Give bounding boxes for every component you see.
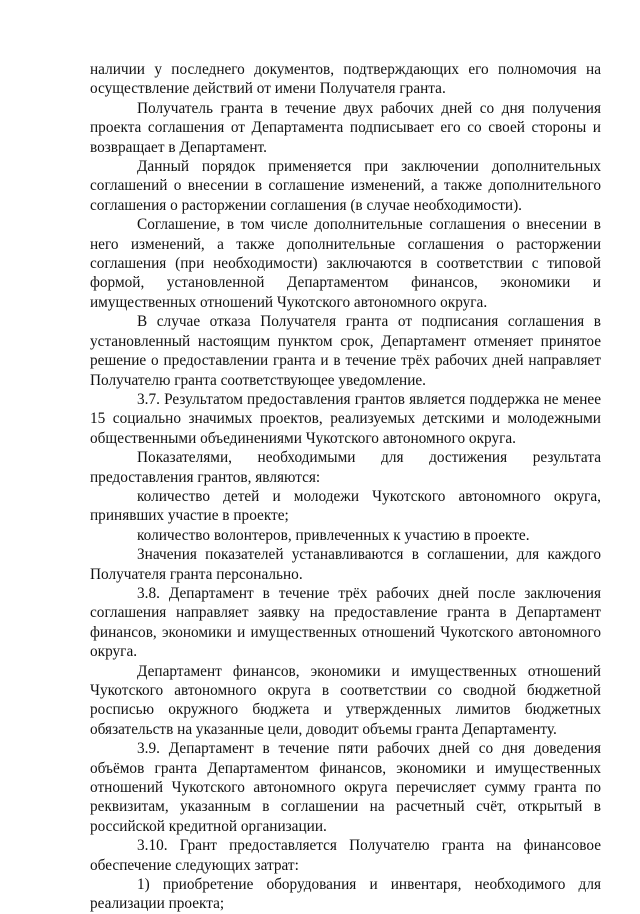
- paragraph-indicator-volunteers: количество волонтеров, привлеченных к участию в проекте.: [137, 526, 530, 544]
- paragraph-section-3-10: 3.10. Грант предоставляется Получателю гранта на финансовое обеспечение следующих затрат:: [90, 837, 601, 874]
- paragraph-indicators-intro: Показателями, необходимыми для достижения результата предоставления грантов, являются:: [90, 449, 601, 486]
- paragraph-signing-agreement: Получатель гранта в течение двух рабочих дней со дня получения проекта соглашения от Департамента подписывает его со своей стороны и возвращает в Департамент.: [90, 99, 601, 156]
- paragraph-indicator-participants: количество детей и молодежи Чукотского автономного округа, принявших участие в проекте;: [90, 487, 601, 525]
- paragraph-authority-documents: наличии у последнего документов, подтверждающих его полномочия на осуществление действий от имени Получателя гранта.: [90, 61, 601, 98]
- paragraph-budget-limits: Департамент финансов, экономики и имущественных отношений Чукотского автономного округа в соответствии со сводной бюджетной росписью окружного бюджета и утвержденных лимитов бюджетных обязательств на указанные цели, доводит объемы гранта Департаменту.: [90, 662, 601, 738]
- paragraph-refusal-to-sign: В случае отказа Получателя гранта от подписания соглашения в установленный настоящим пунктом срок, Департамент отменяет принятое решение о предоставлении гранта и в течение трёх рабочих дней направляет Получателю гранта соответствующее уведомление.: [90, 313, 601, 389]
- paragraph-additional-agreements: Данный порядок применяется при заключении дополнительных соглашений о внесении в соглашение изменений, а также дополнительного соглашения о расторжении соглашения (в случае необходимости).: [90, 158, 601, 214]
- paragraph-standard-form: Соглашение, в том числе дополнительные соглашения о внесении в него изменений, а также дополнительные соглашения о расторжении соглашения (при необходимости) заключаются в соответствии с типовой формой, установленной Департаментом финансов, экономики и имущественных отношений Чукотского автономного округа.: [90, 216, 601, 311]
- paragraph-section-3-8: 3.8. Департамент в течение трёх рабочих дней после заключения соглашения направляет заявку на предоставление гранта в Департамент финансов, экономики и имущественных отношений Чукотского автономного округа.: [90, 584, 601, 661]
- document-page: [90, 60, 601, 914]
- paragraph-indicator-values: Значения показателей устанавливаются в соглашении, для каждого Получателя гранта персонально.: [90, 546, 601, 583]
- paragraph-section-3-7: 3.7. Результатом предоставления грантов является поддержка не менее 15 социально значимых проектов, реализуемых детскими и молодежными общественными объединениями Чукотского автономного округа.: [90, 390, 601, 447]
- paragraph-expense-item-1: 1) приобретение оборудования и инвентаря, необходимого для реализации проекта;: [90, 876, 601, 913]
- paragraph-section-3-9: 3.9. Департамент в течение пяти рабочих дней со дня доведения объёмов гранта Департаментом финансов, экономики и имущественных отношений Чукотского автономного округа перечисляет сумму гранта по реквизитам, указанным в соглашении на расчетный счёт, открытый в российской кредитной организации.: [90, 740, 601, 835]
